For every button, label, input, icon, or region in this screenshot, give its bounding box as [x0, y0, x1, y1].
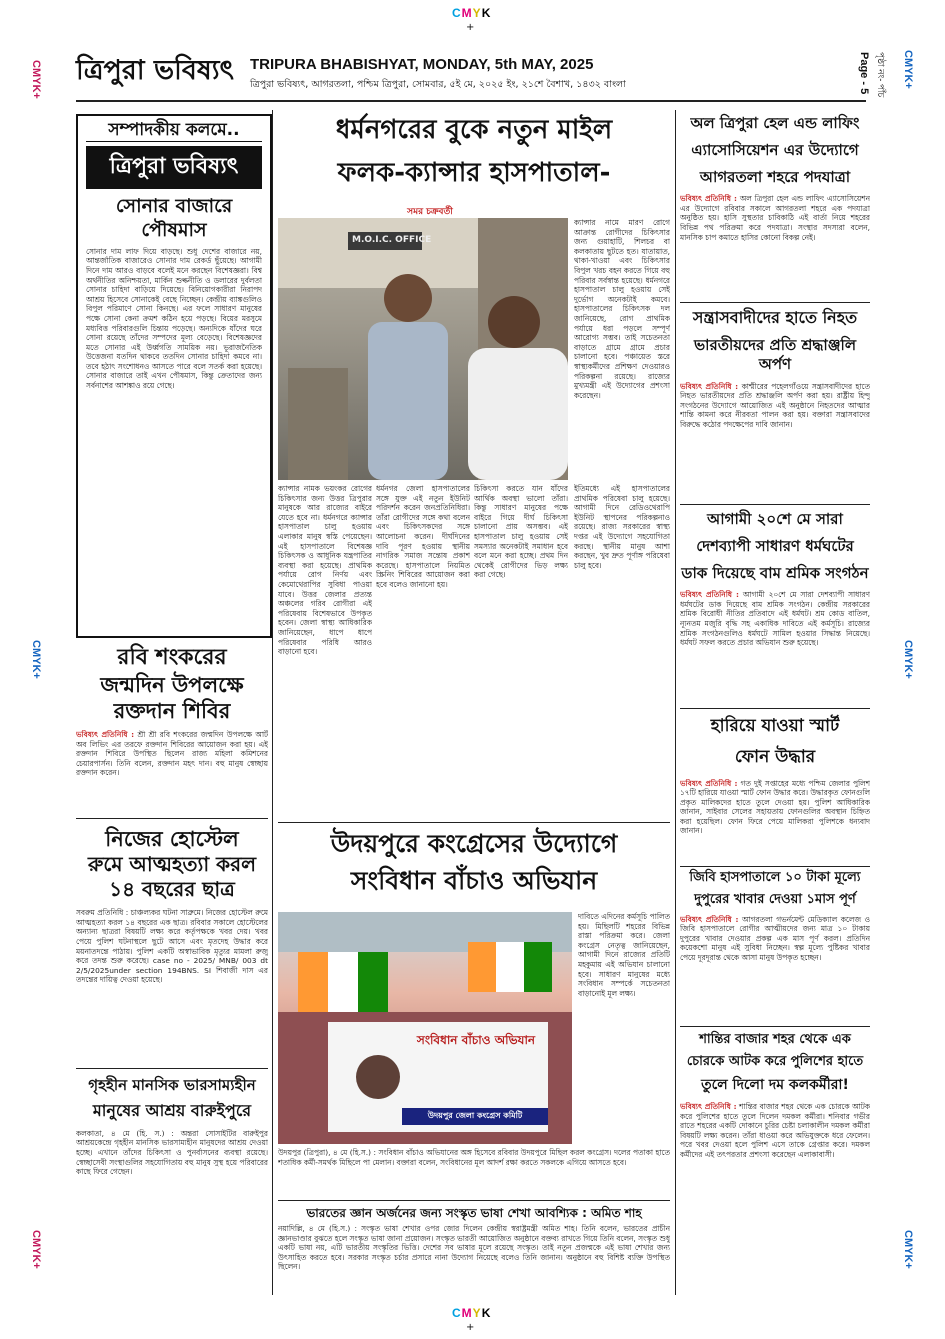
main-story-col3: চিকিৎসা করতে যান যাঁদের আর্থিক অবস্থা ভালো তাঁরা। কিন্তু সাধারণ মানুষের পক্ষে বাইরে গিয়ে দীর্ঘ চিকিৎসা চালানো প্রায় অসম্ভব। এই হাসপাতাল চালু হওয়ায় সেই সমস্যার অনেকটাই সমাধান হবে বলে মনে করা হচ্ছে। প্রথম দিন থেকেই রোগীদের ভিড় লক্ষ্য করা গেছে।: [474, 484, 568, 580]
story-body: আগামী ২০শে মে সারা দেশব্যাপী সাধারণ ধর্মঘটের ডাক দিয়েছে বাম শ্রমিক সংগঠন। কেন্দ্রীয় সরকারের শ্রমিক বিরোধী নীতির প্রতিবাদে এই ধর্মঘট। শ্রম কোড বাতিল, ন্যূনতম মজুরি বৃদ্ধি সহ একাধিক দাবিতে এই কর্মসূচি। রাজ্যের শ্রমিক সংগঠনগুলিও ধর্মঘটে সামিল হওয়ার সিদ্ধান্ত নিয়েছে। ধর্মঘট সফল করতে প্রচার অভিযান শুরু হয়েছে।: [680, 590, 870, 648]
editorial-box: [76, 114, 272, 638]
amit-shah-body: নয়াদিল্লি, ৪ মে (হি.স.) : সংস্কৃত ভাষা শেখার ওপর জোর দিলেন কেন্দ্রীয় স্বরাষ্ট্রমন্ত্রী অমিত শাহ। তিনি বলেন, ভারতের প্রাচীন জ্ঞানভাণ্ডার বুঝতে হলে সংস্কৃত ভাষা জানা প্রয়োজন। সংস্কৃত ভারতী আয়োজিত অনুষ্ঠানে বক্তব্য রাখতে গিয়ে তিনি বলেন, সংস্কৃত শুধু একটি ভাষা নয়, এটি ভারতীয় সংস্কৃতির ভিত্তি। দেশের সব ভাষার মূলে রয়েছে সংস্কৃত। তাই নতুন প্রজন্মকে এই ভাষা শেখার জন্য উৎসাহিত করতে হবে। সরকার সংস্কৃত চর্চার প্রসারে নানা উদ্যোগ নিয়েছে বলেও তিনি জানান। অনুষ্ঠানে বহু বিশিষ্ট ব্যক্তি উপস্থিত ছিলেন।: [278, 1224, 670, 1272]
shelter-story: [76, 1076, 268, 1269]
story-headline: ভারতীয়দের প্রতি শ্রদ্ধাঞ্জলি অর্পণ: [693, 336, 857, 373]
strike-story: [680, 510, 870, 686]
main-story-col5: ক্যান্সার নামে মারণ রোগে আক্রান্ত রোগীদের চিকিৎসার জন্য গুয়াহাটি, শিলচর বা কলকাতায় ছুটতে হত। যাতায়াত, থাকা-খাওয়া এবং চিকিৎসার বিপুল খরচ বহন করতে গিয়ে বহু পরিবার সর্বস্বান্ত হয়েছে। ধর্মনগরে হাসপাতাল চালু হওয়ায় সেই দুর্ভোগ অনেকটাই কমবে। হাসপাতালের চিকিৎসক দল জানিয়েছে, রোগ প্রাথমিক পর্যায়ে ধরা পড়লে সম্পূর্ণ আরোগ্য সম্ভব। তাই সচেতনতা বাড়াতে গ্রামে গ্রামে প্রচার চালানো হবে। পঞ্চায়েত স্তরে স্বাস্থ্যকর্মীদের প্রশিক্ষণ দেওয়ারও পরিকল্পনা রয়েছে। রাজ্যের মুখ্যমন্ত্রী এই উদ্যোগের প্রশংসা করেছেন।: [574, 218, 670, 400]
story-headline: রুমে আত্মহত্যা করল: [87, 852, 257, 877]
main-byline: সমর চক্রবর্তী: [407, 207, 453, 217]
masthead-date-line: TRIPURA BHABISHYAT, MONDAY, 5th MAY, 2025: [250, 56, 594, 73]
congress-story-header: [278, 828, 670, 897]
story-headline: রক্তদান শিবির: [113, 698, 231, 723]
story-headline: গৃহহীন মানসিক ভারসাম্যহীন: [88, 1076, 256, 1094]
story-headline: হারিয়ে যাওয়া স্মার্ট: [710, 716, 840, 736]
story-body: গত দুই সপ্তাহের মধ্যে পশ্চিম জেলার পুলিশ ১৭টি হারিয়ে যাওয়া স্মার্ট ফোন উদ্ধার করে। উদ্ধারকৃত ফোনগুলি প্রকৃত মালিকদের হাতে তুলে দেওয়া হয়। পুলিশ আধিকারিক জানান, সাইবার সেলের সহায়তায় ফোনগুলির অবস্থান চিহ্নিত করা হয়েছিল। ফোন ফিরে পেয়ে মালিকরা পুলিশকে ধন্যবাদ জানান।: [680, 778, 870, 836]
hospital-lunch-story: [680, 870, 870, 1011]
dateline: ভবিষ্যৎ প্রতিনিধি :: [680, 381, 739, 391]
main-headline-1: ধর্মনগরের বুকে নতুন মাইল: [335, 115, 613, 145]
dateline: ভবিষ্যৎ প্রতিনিধি :: [76, 730, 135, 739]
side-registration-left-bottom: CMYK+: [30, 1230, 42, 1269]
registration-mark-top: CMYK: [452, 6, 492, 20]
divider: [680, 708, 870, 709]
editorial-kicker: সম্পাদকীয় কলমে..: [86, 120, 262, 142]
divider: [680, 866, 870, 867]
main-story-col1: ক্যান্সার নামক ভয়ংকর রোগের চিকিৎসার জন্য উত্তর ত্রিপুরার মানুষকে আর রাজ্যের বাইরে যেতে হবে না। ধর্মনগরে ক্যান্সার হাসপাতাল চালু হওয়ায় এলাকার মানুষ স্বস্তি পেয়েছেন। এই হাসপাতালে বিশেষজ্ঞ চিকিৎসক ও আধুনিক যন্ত্রপাতির ব্যবস্থা করা হয়েছে। প্রাথমিক পর্যায়ে রোগ নির্ণয় এবং কেমোথেরাপির সুবিধা পাওয়া যাবে। উত্তর জেলার প্রত্যন্ত অঞ্চলের গরিব রোগীরা এই পরিষেবায় বিশেষভাবে উপকৃত হবেন। জেলা স্বাস্থ্য আধিকারিক জানিয়েছেন, ধাপে ধাপে পরিষেবার পরিধি আরও বাড়ানো হবে।: [278, 484, 372, 657]
story-headline: জিবি হাসপাতালে ১০ টাকা মূল্যে: [689, 870, 861, 885]
congress-headline-1: উদয়পুরে কংগ্রেসের উদ্যোগে: [330, 829, 618, 858]
side-registration-right-mid: CMYK+: [902, 640, 914, 679]
story-body: অল ত্রিপুরা হেল এন্ড লাফিং এ্যাসোসিয়েশন এর উদ্যোগে রবিবার সকালে আগরতলা শহরে এক পদযাত্রা অনুষ্ঠিত হয়। হাসি সুস্থতার চাবিকাঠি এই বার্তা নিয়ে শহরের বিভিন্ন পথ পরিক্রমা করে পদযাত্রা। সংস্থার সদস্যরা বলেন, মানসিক চাপ কমাতে হাসির কোনো বিকল্প নেই।: [680, 194, 870, 242]
masthead-logo: ত্রিপুরা ভবিষ্যৎ: [76, 55, 234, 86]
page-number: Page - 5: [858, 52, 870, 95]
divider: [278, 822, 670, 823]
story-headline: নিজের হোস্টেল: [105, 827, 239, 851]
story-body: শ্রী শ্রী রবি শংকরের জন্মদিন উপলক্ষে আর্ট অব লিভিং এর তরফে রক্তদান শিবিরের আয়োজন করা হয়। এই রক্তদান শিবিরে উপস্থিত ছিলেন রাজ্য মহিলা কমিশনের চেয়ারপার্সন। তিনি বলেন, রক্তদান মহৎ দান। বহু মানুষ স্বেচ্ছায় রক্তদান করেন।: [76, 730, 268, 778]
story-headline: দেশব্যাপী সাধারণ ধর্মঘটের: [696, 536, 854, 555]
dateline: ভবিষ্যৎ প্রতিনিধি :: [680, 778, 738, 788]
crosshair-icon: +: [466, 1322, 475, 1333]
masthead-sub-line: ত্রিপুরা ভবিষ্যৎ, আগরতলা, পশ্চিম ত্রিপুরা, সোমবার, ৫ই মে, ২০২৫ ইং, ২১শে বৈশাখ, ১৪৩২ বাংলা: [250, 79, 626, 90]
story-headline: ফোন উদ্ধার: [734, 747, 816, 768]
story-headline: রবি শংকরের: [117, 645, 227, 670]
story-headline: এ্যাসোসিয়েশন এর উদ্যোগে: [691, 140, 859, 159]
divider: [76, 818, 268, 819]
story-headline: আগরতলা শহরে পদযাত্রা: [699, 167, 851, 186]
editorial-body: সোনার দাম লাফ দিয়ে বাড়ছে। শুধু দেশের বাজারে নয়, আন্তর্জাতিক বাজারেও সোনার দাম রেকর্ড ছুঁয়েছে। আগামী দিনে দাম আরও বাড়বে বলেই মনে করছেন বিশেষজ্ঞরা। বিশ্ব অর্থনীতির অনিশ্চয়তা, মার্কিন শুল্কনীতি ও ডলারের দুর্বলতা সোনার চাহিদা বাড়িয়ে দিয়েছে। বিনিয়োগকারীরা নিরাপদ আশ্রয় হিসেবে সোনাকেই বেছে নিচ্ছেন। কেন্দ্রীয় ব্যাঙ্কগুলিও বিপুল পরিমাণে সোনা কিনছে। এর ফলে সাধারণ মানুষের পক্ষে সোনা কেনা ক্রমশ কঠিন হয়ে পড়ছে। বিয়ের মরসুমে মধ্যবিত্ত পরিবারগুলি চিন্তায় পড়েছে। অন্যদিকে যাঁদের ঘরে সোনা রয়েছে তাঁদের সম্পদের মূল্য বেড়েছে। বিশেষজ্ঞদের মতে সোনার এই উর্ধ্বগতি সাময়িক নয়। ভূরাজনৈতিক উত্তেজনা যতদিন থাকবে ততদিন সোনার চাহিদা কমবে না। তবে হঠাৎ সংশোধনও আসতে পারে বলে সতর্ক করা হয়েছে। সোনার বাজারে তাই এখন পৌষমাস, কিন্তু ক্রেতাদের জন্য সর্বনাশের আশঙ্কাও রয়ে গেছে।: [86, 246, 262, 391]
rally-banner-sub: উদয়পুর জেলা কংগ্রেস কমিটি: [402, 1108, 548, 1125]
congress-side-text: দাবিতে এদিনের কর্মসূচি পালিত হয়। মিছিলটি শহরের বিভিন্ন রাস্তা পরিক্রমা করে। জেলা কংগ্রেস নেতৃত্ব জানিয়েছেন, আগামী দিনে রাজ্যের প্রতিটি মহকুমায় এই অভিযান চালানো হবে। সাধারণ মানুষের মধ্যে সংবিধান সম্পর্কে সচেতনতা বাড়ানোই মূল লক্ষ্য।: [578, 912, 670, 998]
laughing-club-story: [680, 114, 870, 272]
thief-caught-story: [680, 1032, 870, 1282]
editorial-headline: সোনার বাজারে পৌষমাস: [115, 195, 233, 241]
registration-mark-bottom: CMYK: [452, 1306, 492, 1320]
photo-illustration: [278, 218, 568, 480]
main-story-photo: [278, 218, 568, 480]
story-body: কলকাতা, ৪ মে (হি. স.) : অন্তরা সোসাইটির বারুইপুর আশ্রয়কেন্দ্রে গৃহহীন মানসিক ভারসাম্যহীন মানুষদের আশ্রয় দেওয়া হচ্ছে। এখানে তাঁদের চিকিৎসা ও পুনর্বাসনের ব্যবস্থা রয়েছে। স্বেচ্ছাসেবী সংস্থাগুলির সহযোগিতায় বহু মানুষ সুস্থ হয়ে পরিবারের কাছে ফিরে গেছেন।: [76, 1128, 268, 1177]
congress-caption: উদয়পুর (ত্রিপুরা), ৪ মে (হি.স.) : সংবিধান বাঁচাও অভিযানের অঙ্গ হিসেবে রবিবার উদয়পুরে মিছিল করল কংগ্রেস। দলের পতাকা হাতে শতাধিক কর্মী-সমর্থক মিছিলে পা মেলান। বক্তারা বলেন, সংবিধানের মূল আদর্শ রক্ষা করতে সকলকে এগিয়ে আসতে হবে।: [278, 1148, 670, 1167]
main-story-header: [278, 114, 670, 189]
dateline: ভবিষ্যৎ প্রতিনিধি :: [680, 914, 739, 924]
story-headline: মানুষের আশ্রয় বারুইপুরে: [92, 1100, 252, 1120]
story-headline: তুলে দিলো দম কলকর্মীরা!: [701, 1076, 849, 1093]
side-registration-left-top: CMYK+: [30, 60, 42, 99]
dateline: ভবিষ্যৎ প্রতিনিধি :: [680, 1102, 737, 1111]
page-number-bengali: পৃষ্ঠা নং- পাঁচ: [876, 52, 886, 98]
divider: [680, 302, 870, 303]
story-headline: ডাক দিয়েছে বাম শ্রমিক সংগঠন: [681, 563, 869, 582]
divider: [680, 504, 870, 505]
column-rule: [675, 110, 676, 1295]
photo-sign: M.O.I.C. OFFICE: [352, 235, 432, 245]
masthead-rule: [76, 100, 866, 102]
divider: [76, 1068, 268, 1069]
side-registration-right-bottom: CMYK+: [902, 1230, 914, 1269]
column-rule: [272, 110, 273, 1295]
side-registration-left-mid: CMYK+: [30, 640, 42, 679]
phone-recovery-story: [680, 716, 870, 859]
main-story-col4: ইতিমধ্যে এই হাসপাতালের প্রাথমিক পরিষেবা চালু হয়েছে। আগামী দিনে রেডিওথেরাপি ইউনিট স্থাপনের পরিকল্পনাও রয়েছে। রাজ্য সরকারের স্বাস্থ্য দপ্তর এই উদ্যোগে সহযোগিতা করছে। স্থানীয় মানুষ আশা করছেন, খুব দ্রুত পূর্ণাঙ্গ পরিষেবা চালু হবে।: [574, 484, 670, 570]
main-headline-2: ফলক-ক্যান্সার হাসপাতাল-: [337, 157, 611, 188]
story-body: আগরতলা গভর্নমেন্ট মেডিক্যাল কলেজ ও জিবি হাসপাতালে রোগীর আত্মীয়দের জন্য মাত্র ১০ টাকায় দুপুরের খাবার দেওয়ার প্রকল্প এক মাস পূর্ণ করল। প্রতিদিন কয়েকশো মানুষ এই সুবিধা নিচ্ছেন। স্বল্প মূল্যে পুষ্টিকর খাবার পেয়ে দূরদূরান্ত থেকে আসা মানুষ উপকৃত হচ্ছেন।: [680, 914, 870, 962]
story-body: কাশ্মীরের পহেলগাঁওয়ে সন্ত্রাসবাদীদের হাতে নিহত ভারতীয়দের প্রতি শ্রদ্ধাঞ্জলি অর্পণ করা হয়। রাষ্ট্রীয় হিন্দু সংগঠনের উদ্যোগে আয়োজিত এই অনুষ্ঠানে নিহতদের আত্মার শান্তি কামনা করে নীরবতা পালন করা হয়। বক্তারা সন্ত্রাসবাদের বিরুদ্ধে কঠোর পদক্ষেপের দাবি জানান।: [680, 381, 870, 429]
dateline: ভবিষ্যৎ প্রতিনিধি :: [680, 590, 739, 600]
story-headline: শান্তির বাজার শহর থেকে এক: [699, 1032, 851, 1047]
story-headline: আগামী ২০শে মে সারা: [707, 510, 843, 528]
rally-banner-text: সংবিধান বাঁচাও অভিযান: [416, 1033, 536, 1047]
crosshair-icon: +: [466, 22, 475, 33]
divider: [680, 1026, 870, 1027]
dateline: ভবিষ্যৎ প্রতিনিধি :: [680, 194, 737, 204]
main-story-col2: ধর্মনগর জেলা হাসপাতালের সঙ্গে যুক্ত এই নতুন ইউনিট পরিদর্শন করেন জনপ্রতিনিধিরা। তাঁরা রোগীদের সঙ্গে কথা বলেন এবং চিকিৎসকদের সঙ্গে আলোচনা করেন। দীর্ঘদিনের দাবি পূরণ হওয়ায় স্থানীয় নাগরিক সমাজ সন্তোষ প্রকাশ করেছে। হাসপাতালে নিয়মিত স্ক্রিনিং শিবিরের আয়োজন করা হবে বলেও জানানো হয়।: [376, 484, 470, 589]
story-headline: ১৪ বছরের ছাত্র: [109, 877, 235, 902]
story-headline: জন্মদিন উপলক্ষে: [100, 672, 244, 697]
story-headline: দুপুরের খাবার দেওয়া ১মাস পূর্ণ: [694, 892, 856, 908]
congress-headline-2: সংবিধান বাঁচাও অভিযান: [350, 866, 598, 896]
story-body: শান্তির বাজার শহর থেকে এক চোরকে আটক করে পুলিশের হাতে তুলে দিলেন দমকল কর্মীরা। শনিবার গভীর রাতে শহরের একটি দোকানে চুরির চেষ্টা চলাকালীন দমকল কর্মীরা বিষয়টি লক্ষ্য করেন। তাঁরা ধাওয়া করে অভিযুক্তকে ধরে ফেলেন। পরে খবর দেওয়া হলে পুলিশ এসে তাকে গ্রেপ্তার করে। দমকল কর্মীদের এই তৎপরতার প্রশংসা করেছেন এলাকাবাসী।: [680, 1102, 870, 1159]
side-registration-right-top: CMYK+: [902, 50, 914, 89]
congress-rally-photo: [278, 912, 572, 1144]
story-headline: সন্ত্রাসবাদীদের হাতে নিহত: [692, 308, 858, 327]
tribute-story: [680, 308, 870, 482]
hostel-suicide-story: [76, 826, 268, 1028]
story-headline: চোরকে আটক করে পুলিশের হাতে: [686, 1054, 864, 1070]
story-body: সবরুম প্রতিনিধি : চাঞ্চল্যকর ঘটনা সাব্রুমে। নিজের হোস্টেল রুমে আত্মহত্যা করল ১৪ বছরের এক ছাত্র। রবিবার সকালে হোস্টেলের অন্যান্য ছাত্ররা বিষয়টি লক্ষ্য করে কর্তৃপক্ষকে খবর দেয়। খবর পেয়ে পুলিশ ঘটনাস্থলে ছুটে আসে এবং মৃতদেহ উদ্ধার করে ময়নাতদন্তে পাঠায়। পুলিশ একটি অস্বাভাবিক মৃত্যুর মামলা রুজু করে তদন্ত শুরু করেছে। case no - 2025/ MNB/ 003 dt 2/5/2025under section 194BNS. SI শিবাজী দাস এর তদন্তের দায়িত্ব দেওয়া হয়েছে।: [76, 908, 268, 985]
divider: [278, 1200, 670, 1201]
editorial-banner: ত্রিপুরা ভবিষ্যৎ: [86, 146, 262, 189]
blood-donation-story: [76, 644, 268, 798]
amit-shah-headline: ভারতের জ্ঞান অর্জনের জন্য সংস্কৃত ভাষা শেখা আবশ্যিক : অমিত শাহ: [306, 1206, 642, 1220]
story-headline: অল ত্রিপুরা হেল এন্ড লাফিং: [690, 114, 860, 132]
